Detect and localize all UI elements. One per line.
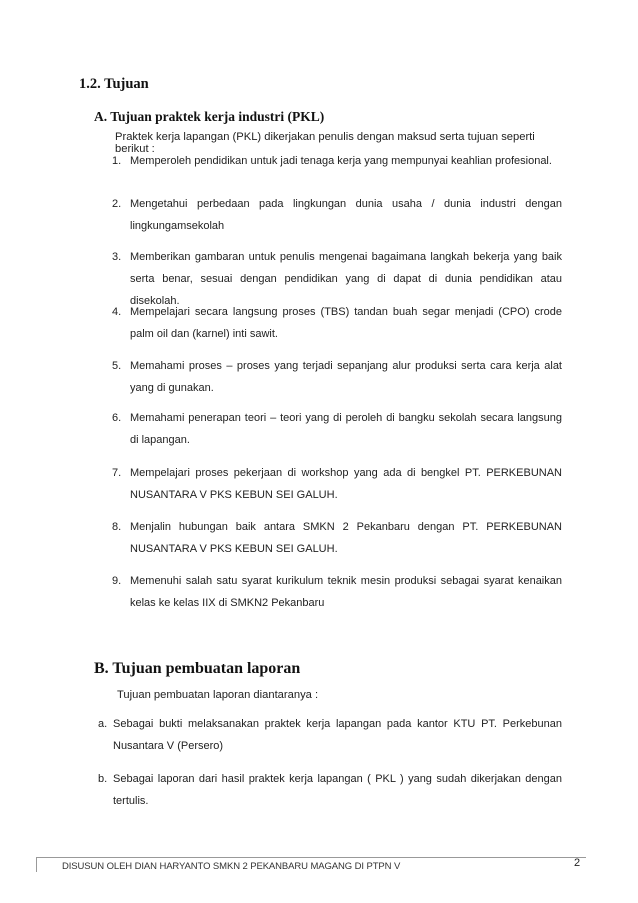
list-item-letter: b.	[98, 773, 108, 785]
footer-text: DISUSUN OLEH DIAN HARYANTO SMKN 2 PEKANBARU MAGANG DI PTPN V	[62, 861, 401, 872]
subsection-b-title: B. Tujuan pembuatan laporan	[94, 660, 301, 677]
list-item-number: 7.	[112, 467, 122, 479]
section-title: 1.2. Tujuan	[79, 76, 149, 92]
list-item-number: 1.	[112, 155, 122, 167]
list-item-text: Memberikan gambaran untuk penulis mengenai bagaimana langkah bekerja yang baik serta benar, sesuai dengan pendidikan yang di dapat di dunia pendidikan atau disekolah.	[130, 251, 562, 307]
list-item-text: Memahami proses – proses yang terjadi sepanjang alur produksi serta cara kerja alat yang di gunakan.	[130, 360, 562, 394]
list-item-number: 5.	[112, 360, 122, 372]
list-item-text: Mempelajari secara langsung proses (TBS) tandan buah segar menjadi (CPO) crode palm oil dan (karnel) inti sawit.	[130, 306, 562, 340]
list-item-letter: a.	[98, 718, 108, 730]
list-item-number: 3.	[112, 251, 122, 263]
list-item-text: Sebagai laporan dari hasil praktek kerja lapangan ( PKL ) yang sudah dikerjakan dengan tertulis.	[113, 773, 562, 807]
list-item-text: Mengetahui perbedaan pada lingkungan dunia usaha / dunia industri dengan lingkungamsekolah	[130, 198, 562, 232]
list-item-text: Mempelajari proses pekerjaan di workshop yang ada di bengkel PT. PERKEBUNAN NUSANTARA V PKS KEBUN SEI GALUH.	[130, 467, 562, 501]
list-item-number: 6.	[112, 412, 122, 424]
list-item-text: Menjalin hubungan baik antara SMKN 2 Pekanbaru dengan PT. PERKEBUNAN NUSANTARA V PKS KEBUN SEI GALUH.	[130, 521, 562, 555]
list-item-number: 2.	[112, 198, 122, 210]
subsection-a-intro: Praktek kerja lapangan (PKL) dikerjakan penulis dengan maksud serta tujuan seperti berikut :	[115, 131, 535, 155]
list-item-text: Sebagai bukti melaksanakan praktek kerja lapangan pada kantor KTU PT. Perkebunan Nusantara V (Persero)	[113, 718, 562, 752]
subsection-a-title: A. Tujuan praktek kerja industri (PKL)	[94, 109, 325, 124]
list-item-number: 8.	[112, 521, 122, 533]
page-number: 2	[574, 857, 581, 869]
footer-divider-tick	[36, 857, 37, 872]
list-item-text: Memahami penerapan teori – teori yang di peroleh di bangku sekolah secara langsung di lapangan.	[130, 412, 562, 446]
list-item-text: Memenuhi salah satu syarat kurikulum teknik mesin produksi sebagai syarat kenaikan kelas ke kelas IIX di SMKN2 Pekanbaru	[130, 575, 562, 609]
list-item-text: Memperoleh pendidikan untuk jadi tenaga kerja yang mempunyai keahlian profesional.	[130, 155, 552, 167]
list-item-number: 4.	[112, 306, 122, 318]
footer-divider	[36, 857, 586, 858]
subsection-b-intro: Tujuan pembuatan laporan diantaranya :	[117, 689, 319, 701]
list-item-number: 9.	[112, 575, 122, 587]
